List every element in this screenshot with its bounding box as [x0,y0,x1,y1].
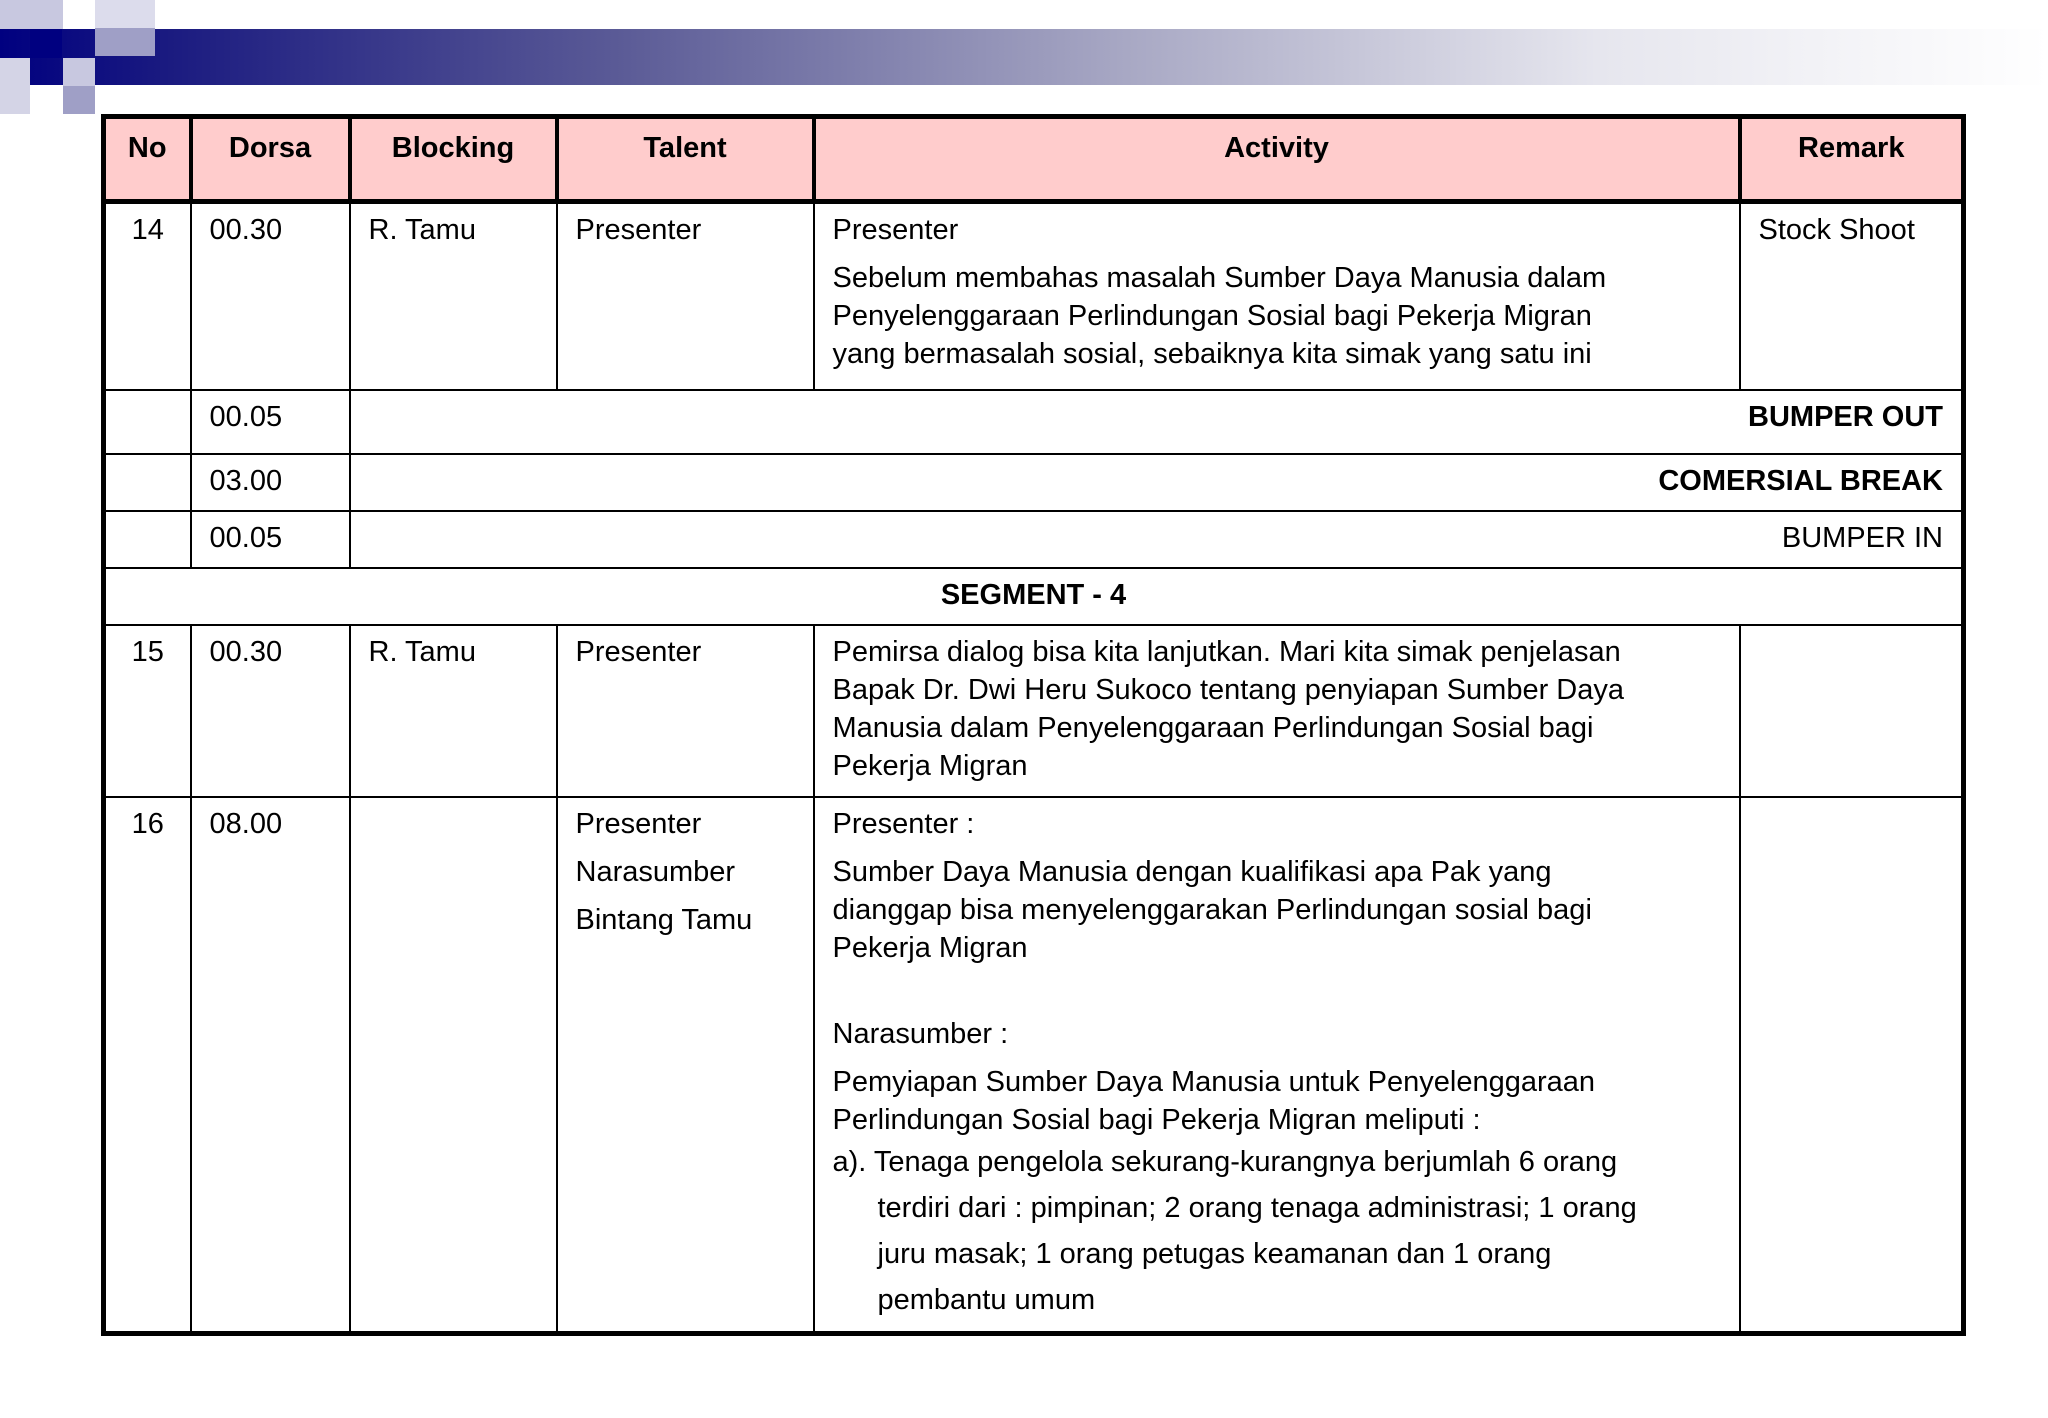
cell-no [104,390,191,454]
commercial-break-label: COMERSIAL BREAK [350,454,1964,511]
bumper-in-label: BUMPER IN [350,511,1964,568]
talent-item: Presenter [575,807,702,840]
rundown-table [101,114,1966,1336]
decor-square [0,58,30,114]
header-gradient-band [0,29,2048,85]
table-row [104,390,1964,454]
table-row [104,797,1964,1334]
cell-blocking: R. Tamu [350,202,557,390]
decor-square [0,0,63,29]
presenter-title: Presenter : [832,807,975,840]
cell-remark [1740,625,1964,797]
list-item-continuation: pembantu umum [877,1283,1096,1316]
activity-line: yang bermasalah sosial, sebaiknya kita simak yang satu ini [832,338,1592,370]
table-row [104,454,1964,511]
cell-no: 14 [104,202,191,390]
cell-talent: Presenter [557,625,814,797]
cell-activity [814,625,1740,797]
segment-title: SEGMENT - 4 [104,568,1964,625]
cell-dorsa: 00.05 [191,511,350,568]
decor-square [63,86,95,114]
header-no: No [104,117,191,202]
table-row [104,511,1964,568]
activity-line: Perlindungan Sosial bagi Pekerja Migran meliputi : [832,1103,1481,1136]
cell-no [104,511,191,568]
activity-line: Manusia dalam Penyelenggaraan Perlindungan Sosial bagi [832,711,1594,744]
decor-square [95,28,155,56]
narasumber-title: Narasumber : [832,1017,1009,1050]
activity-line: Penyelenggaraan Perlindungan Sosial bagi Pekerja Migran [832,300,1592,332]
cell-dorsa: 08.00 [191,797,350,1334]
cell-no: 15 [104,625,191,797]
activity-line: Sebelum membahas masalah Sumber Daya Manusia dalam [832,262,1607,294]
cell-remark: Stock Shoot [1740,202,1964,390]
cell-no: 16 [104,797,191,1334]
talent-item: Bintang Tamu [575,903,753,936]
header-activity: Activity [814,117,1740,202]
header-dorsa: Dorsa [191,117,350,202]
cell-blocking [350,797,557,1334]
cell-no [104,454,191,511]
list-item-continuation: juru masak; 1 orang petugas keamanan dan 1 orang [877,1237,1552,1270]
list-item: a). Tenaga pengelola sekurang-kurangnya berjumlah 6 orang [832,1145,1618,1178]
header-remark: Remark [1740,117,1964,202]
cell-dorsa: 03.00 [191,454,350,511]
decor-square [63,58,95,86]
header-talent: Talent [557,117,814,202]
cell-dorsa: 00.30 [191,625,350,797]
cell-dorsa: 00.30 [191,202,350,390]
talent-item: Narasumber [575,855,736,888]
cell-talent [557,797,814,1334]
activity-line: dianggap bisa menyelenggarakan Perlindungan sosial bagi [832,893,1592,926]
decor-square [30,29,62,58]
cell-blocking: R. Tamu [350,625,557,797]
activity-line: Sumber Daya Manusia dengan kualifikasi apa Pak yang [832,855,1552,888]
cell-activity [814,202,1740,390]
cell-talent: Presenter [557,202,814,390]
header-blocking: Blocking [350,117,557,202]
cell-remark [1740,797,1964,1334]
activity-line: Pekerja Migran [832,931,1028,964]
activity-line: Bapak Dr. Dwi Heru Sukoco tentang penyiapan Sumber Daya [832,673,1624,706]
cell-activity [814,797,1740,1334]
bumper-out-label: BUMPER OUT [350,390,1964,454]
table-row [104,625,1964,797]
cell-dorsa: 00.05 [191,390,350,454]
activity-line: Pemyiapan Sumber Daya Manusia untuk Penyelenggaraan [832,1065,1596,1098]
table-row [104,202,1964,390]
segment-row [104,568,1964,625]
decor-square [95,0,155,28]
activity-title: Presenter [832,214,959,246]
table-header [104,117,1964,202]
activity-line: Pekerja Migran [832,749,1028,782]
activity-line: Pemirsa dialog bisa kita lanjutkan. Mari kita simak penjelasan [832,635,1621,668]
list-item-continuation: terdiri dari : pimpinan; 2 orang tenaga administrasi; 1 orang [877,1191,1637,1224]
